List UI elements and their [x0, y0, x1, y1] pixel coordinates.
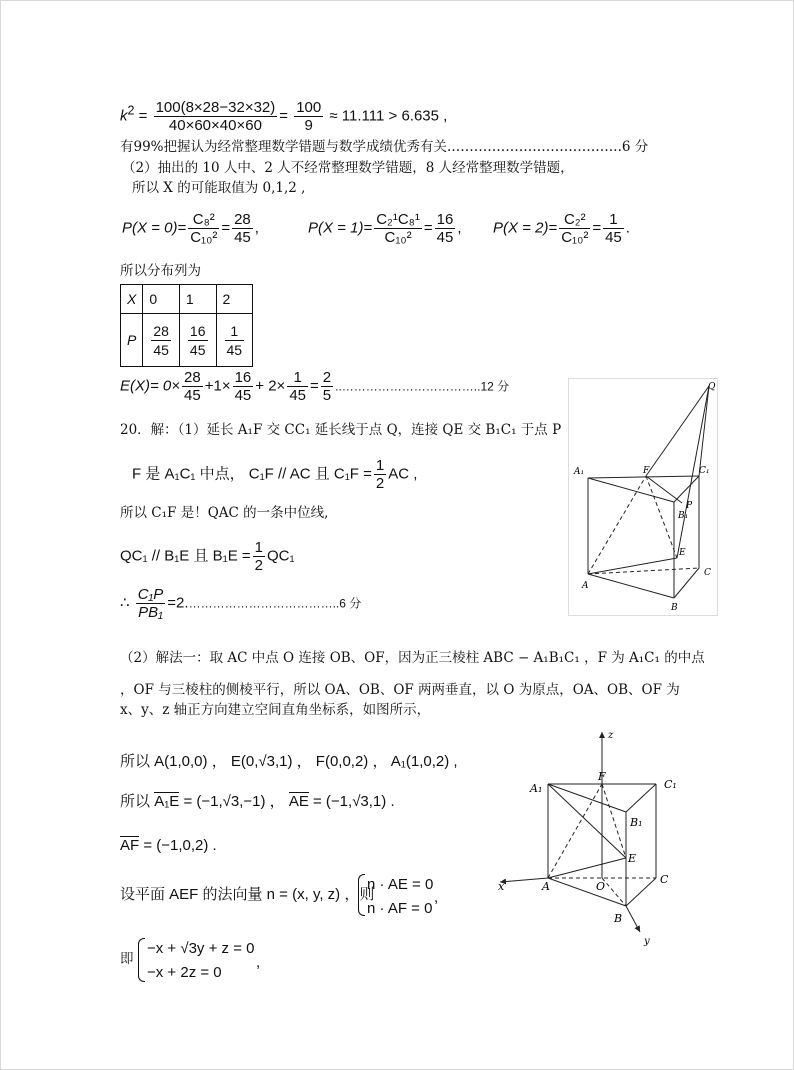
svg-text:y: y [644, 936, 650, 947]
axis-setup-line: ，OF 与三棱柱的侧棱平行，所以 OA、OB、OF 两两垂直，以 O 为原点，OA、OB、OF 为 [120, 682, 680, 698]
normal-eq-1: n · AE = 0 [367, 876, 434, 893]
svg-text:O: O [596, 880, 606, 893]
svg-text:Q: Q [708, 382, 716, 392]
coordinates-line: 所以 A(1,0,0) ， E(0,√3,1) ， F(0,0,2) ， A₁(1,0,2) , [120, 753, 458, 770]
parallel-line: QC₁ // B₁E 且 B₁E = $\frac{1}{2}$ QC₁ [120, 539, 295, 574]
prism-figure-1 [568, 378, 718, 618]
svg-text:B: B [614, 912, 623, 925]
svg-text:A₁: A₁ [574, 467, 585, 477]
prob-x1: P(X = 1)= $\frac{\text{C₂¹C₈¹}}{\text{C₁₀²}}$ = $\frac{16}{45}$ , [308, 211, 462, 246]
method-one-line: （2）解法一：取 AC 中点 O 连接 OB、OF，因为正三棱柱 ABC − A₁B₁C₁ ，F 为 A₁C₁ 的中点 [120, 650, 705, 666]
prob-x2: P(X = 2)= $\frac{\text{C₂²}}{\text{C₁₀²}}$ = $\frac{1}{45}$ . [493, 211, 630, 246]
svg-text:B: B [671, 603, 678, 613]
midline-line: 所以 C₁F 是！QAC 的一条中位线, [120, 505, 329, 521]
conclusion-line: 有99%把握认为经常整理数学错题与数学成绩优秀有关.………………………………..6 分 [120, 139, 649, 155]
svg-text:E: E [679, 548, 686, 558]
system-end: , [256, 954, 261, 971]
table-row: P $\frac{28}{45}$ $\frac{16}{45}$ $\frac{1}{45}$ [121, 314, 253, 367]
distribution-table [120, 284, 253, 367]
normal-eq-end: , [434, 889, 439, 906]
part2-intro: （2）抽出的 10 人中、2 人不经常整理数学错题，8 人经常整理数学错题， [122, 160, 574, 176]
problem-20-intro: 20．解：（1）延长 A₁F 交 CC₁ 延长线于点 Q，连接 QE 交 B₁C₁ 于点 P [120, 422, 562, 438]
coordinate-system-line: x、y、z 轴正方向建立空间直角坐标系，如图所示， [120, 702, 431, 718]
k2-value-fraction: $\frac{100}{9}$ [296, 99, 322, 134]
system-eq-1: −x + √3y + z = 0 [147, 940, 255, 957]
expectation-line: E(X)= 0× $\frac{28}{45}$ +1× $\frac{16}{45}$ + 2× $\frac{1}{45}$ = $\frac{2}{5}$ ..……………………………..12 分 [120, 369, 510, 404]
table-row: X 0 1 2 [121, 285, 253, 314]
svg-text:F: F [643, 466, 650, 476]
af-vector-line: AF = (−1,0,2) . [120, 837, 217, 854]
svg-text:B₁: B₁ [630, 816, 643, 829]
svg-text:x: x [498, 880, 505, 893]
system-prefix: 即 [120, 951, 134, 967]
svg-text:P: P [686, 501, 693, 511]
svg-text:C₁: C₁ [699, 466, 710, 476]
prism-figure-2 [490, 722, 680, 952]
distribution-heading: 所以分布列为 [120, 263, 201, 279]
brace [138, 938, 145, 982]
prob-x0: P(X = 0)= $\frac{\text{C₈²}}{\text{C₁₀²}}$ = $\frac{28}{45}$ , [122, 211, 259, 246]
svg-text:A₁: A₁ [530, 782, 543, 795]
ratio-line: ∴ $\frac{\text{C₁P}}{\text{PB₁}}$ =2.………………………………..6 分 [120, 586, 362, 621]
svg-text:B₁: B₁ [678, 511, 689, 521]
x-values-line: 所以 X 的可能取值为 0,1,2 , [132, 180, 306, 196]
k2-fraction: $\frac{100(8\times 28-32\times 32)}{40\times 60\times 40\times 60}$ [155, 99, 276, 134]
brace [358, 874, 365, 916]
normal-vector-line: 设平面 AEF 的法向量 n = (x, y, z) ，则 [120, 886, 375, 903]
svg-text:C: C [704, 568, 711, 578]
k-squared-line: $k^2$ = $\frac{100(8\times 28-32\times 32)}{40\times 60\times 40\times 60}$ = $\frac{100}{9}$ ≈ 11.111 > 6.635 , [120, 99, 448, 134]
svg-text:E: E [628, 852, 637, 865]
midpoint-line: F 是 A₁C₁ 中点， C₁F // AC 且 C₁F = $\frac{1}{2}$ AC , [132, 457, 418, 492]
normal-eq-2: n · AF = 0 [367, 900, 433, 917]
svg-text:C: C [660, 873, 669, 886]
svg-text:F: F [598, 770, 606, 783]
svg-text:z: z [608, 730, 614, 741]
svg-text:C₁: C₁ [664, 778, 677, 791]
vectors-line: 所以 A₁E = (−1,√3,−1) ， AE = (−1,√3,1) . [120, 793, 395, 810]
system-eq-2: −x + 2z = 0 [147, 964, 222, 981]
svg-text:A: A [542, 880, 550, 893]
svg-text:A: A [582, 581, 589, 591]
